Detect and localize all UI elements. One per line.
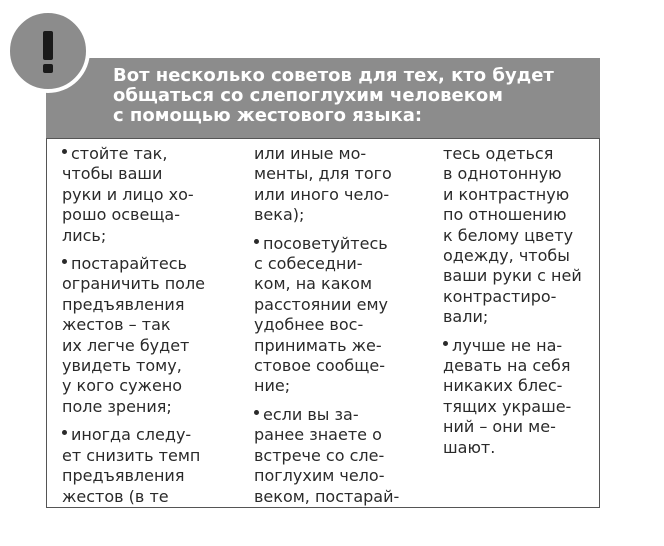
list-item-line: стойте так,: [62, 144, 205, 164]
list-item-line: ваши руки с ней: [443, 266, 582, 286]
list-item-line: рошо освеща-: [62, 205, 180, 225]
list-item-line: жестов – так: [62, 315, 171, 335]
list-item-line: вали;: [443, 307, 489, 327]
list-item-line: веком, постарай-: [254, 486, 400, 506]
list-item-line: ранее знаете о: [254, 425, 382, 445]
list-item-line: в однотонную: [443, 164, 562, 184]
list-item-line: и контрастную: [443, 184, 570, 204]
exclamation-icon: [10, 13, 86, 89]
tips-column-1: [62, 144, 205, 507]
list-item-line: века);: [254, 205, 305, 225]
list-item-line: поле зрения;: [62, 396, 172, 416]
tips-column-3: [443, 144, 582, 458]
list-item-line: расстоянии ему: [254, 294, 389, 314]
list-item-line: увидеть тому,: [62, 356, 182, 376]
list-item-line: руки и лицо хо-: [62, 184, 194, 204]
list-item-line: жестов (в те: [62, 486, 169, 506]
page-title: [113, 66, 554, 126]
bullet-icon: [254, 410, 259, 415]
list-item-line: тящих украше-: [443, 396, 572, 416]
list-item-line: предъявления: [62, 466, 185, 486]
list-item-line: ограничить поле: [62, 274, 206, 294]
list-item-line: или иного чело-: [254, 184, 390, 204]
title-line-3: с помощью жестового языка:: [113, 105, 423, 126]
list-item-line: чтобы ваши: [62, 164, 163, 184]
tips-column-2: [254, 144, 399, 507]
list-item-line: менты, для того: [254, 164, 392, 184]
bullet-icon: [62, 259, 67, 264]
list-item-line: ет снизить темп: [62, 445, 201, 465]
bullet-icon: [443, 341, 448, 346]
bullet-icon: [254, 239, 259, 244]
list-item-line: контрастиро-: [443, 286, 557, 306]
list-item-line: принимать же-: [254, 335, 382, 355]
list-item-line: у кого сужено: [62, 376, 183, 396]
list-item-line: или иные мо-: [254, 144, 367, 163]
title-line-1: Вот несколько советов для тех, кто будет: [113, 65, 554, 86]
list-item-line: их легче будет: [62, 335, 190, 355]
list-item-line: если вы за-: [254, 405, 399, 425]
list-item-line: удобнее вос-: [254, 315, 364, 335]
list-item-line: с собеседни-: [254, 254, 363, 274]
list-item-line: шают.: [443, 437, 496, 457]
list-item-line: одежду, чтобы: [443, 246, 570, 266]
list-item-line: никаких блес-: [443, 376, 563, 396]
list-item-line: ние;: [254, 376, 291, 396]
title-line-2: общаться со слепоглухим человеком: [113, 85, 503, 106]
list-item-line: постарайтесь: [62, 254, 205, 274]
list-item-line: ком, на каком: [254, 274, 373, 294]
list-item-line: встрече со сле-: [254, 445, 385, 465]
list-item-line: предъявления: [62, 294, 185, 314]
header-banner: [46, 58, 600, 138]
exclamation-badge: [6, 9, 90, 93]
list-item-line: поглухим чело-: [254, 466, 385, 486]
bullet-icon: [62, 430, 67, 435]
list-item-line: по отношению: [443, 205, 567, 225]
list-item-line: к белому цвету: [443, 225, 574, 245]
list-item-line: ний – они ме-: [443, 417, 556, 437]
list-item-line: иногда следу-: [62, 425, 205, 445]
list-item-line: лись;: [62, 225, 107, 245]
list-item-line: посоветуйтесь: [254, 234, 399, 254]
list-item-line: стовое сообще-: [254, 356, 385, 376]
list-item-line: девать на себя: [443, 356, 571, 376]
bullet-icon: [62, 149, 67, 154]
list-item-line: тесь одеться: [443, 144, 554, 163]
list-item-line: лучше не на-: [443, 336, 582, 356]
